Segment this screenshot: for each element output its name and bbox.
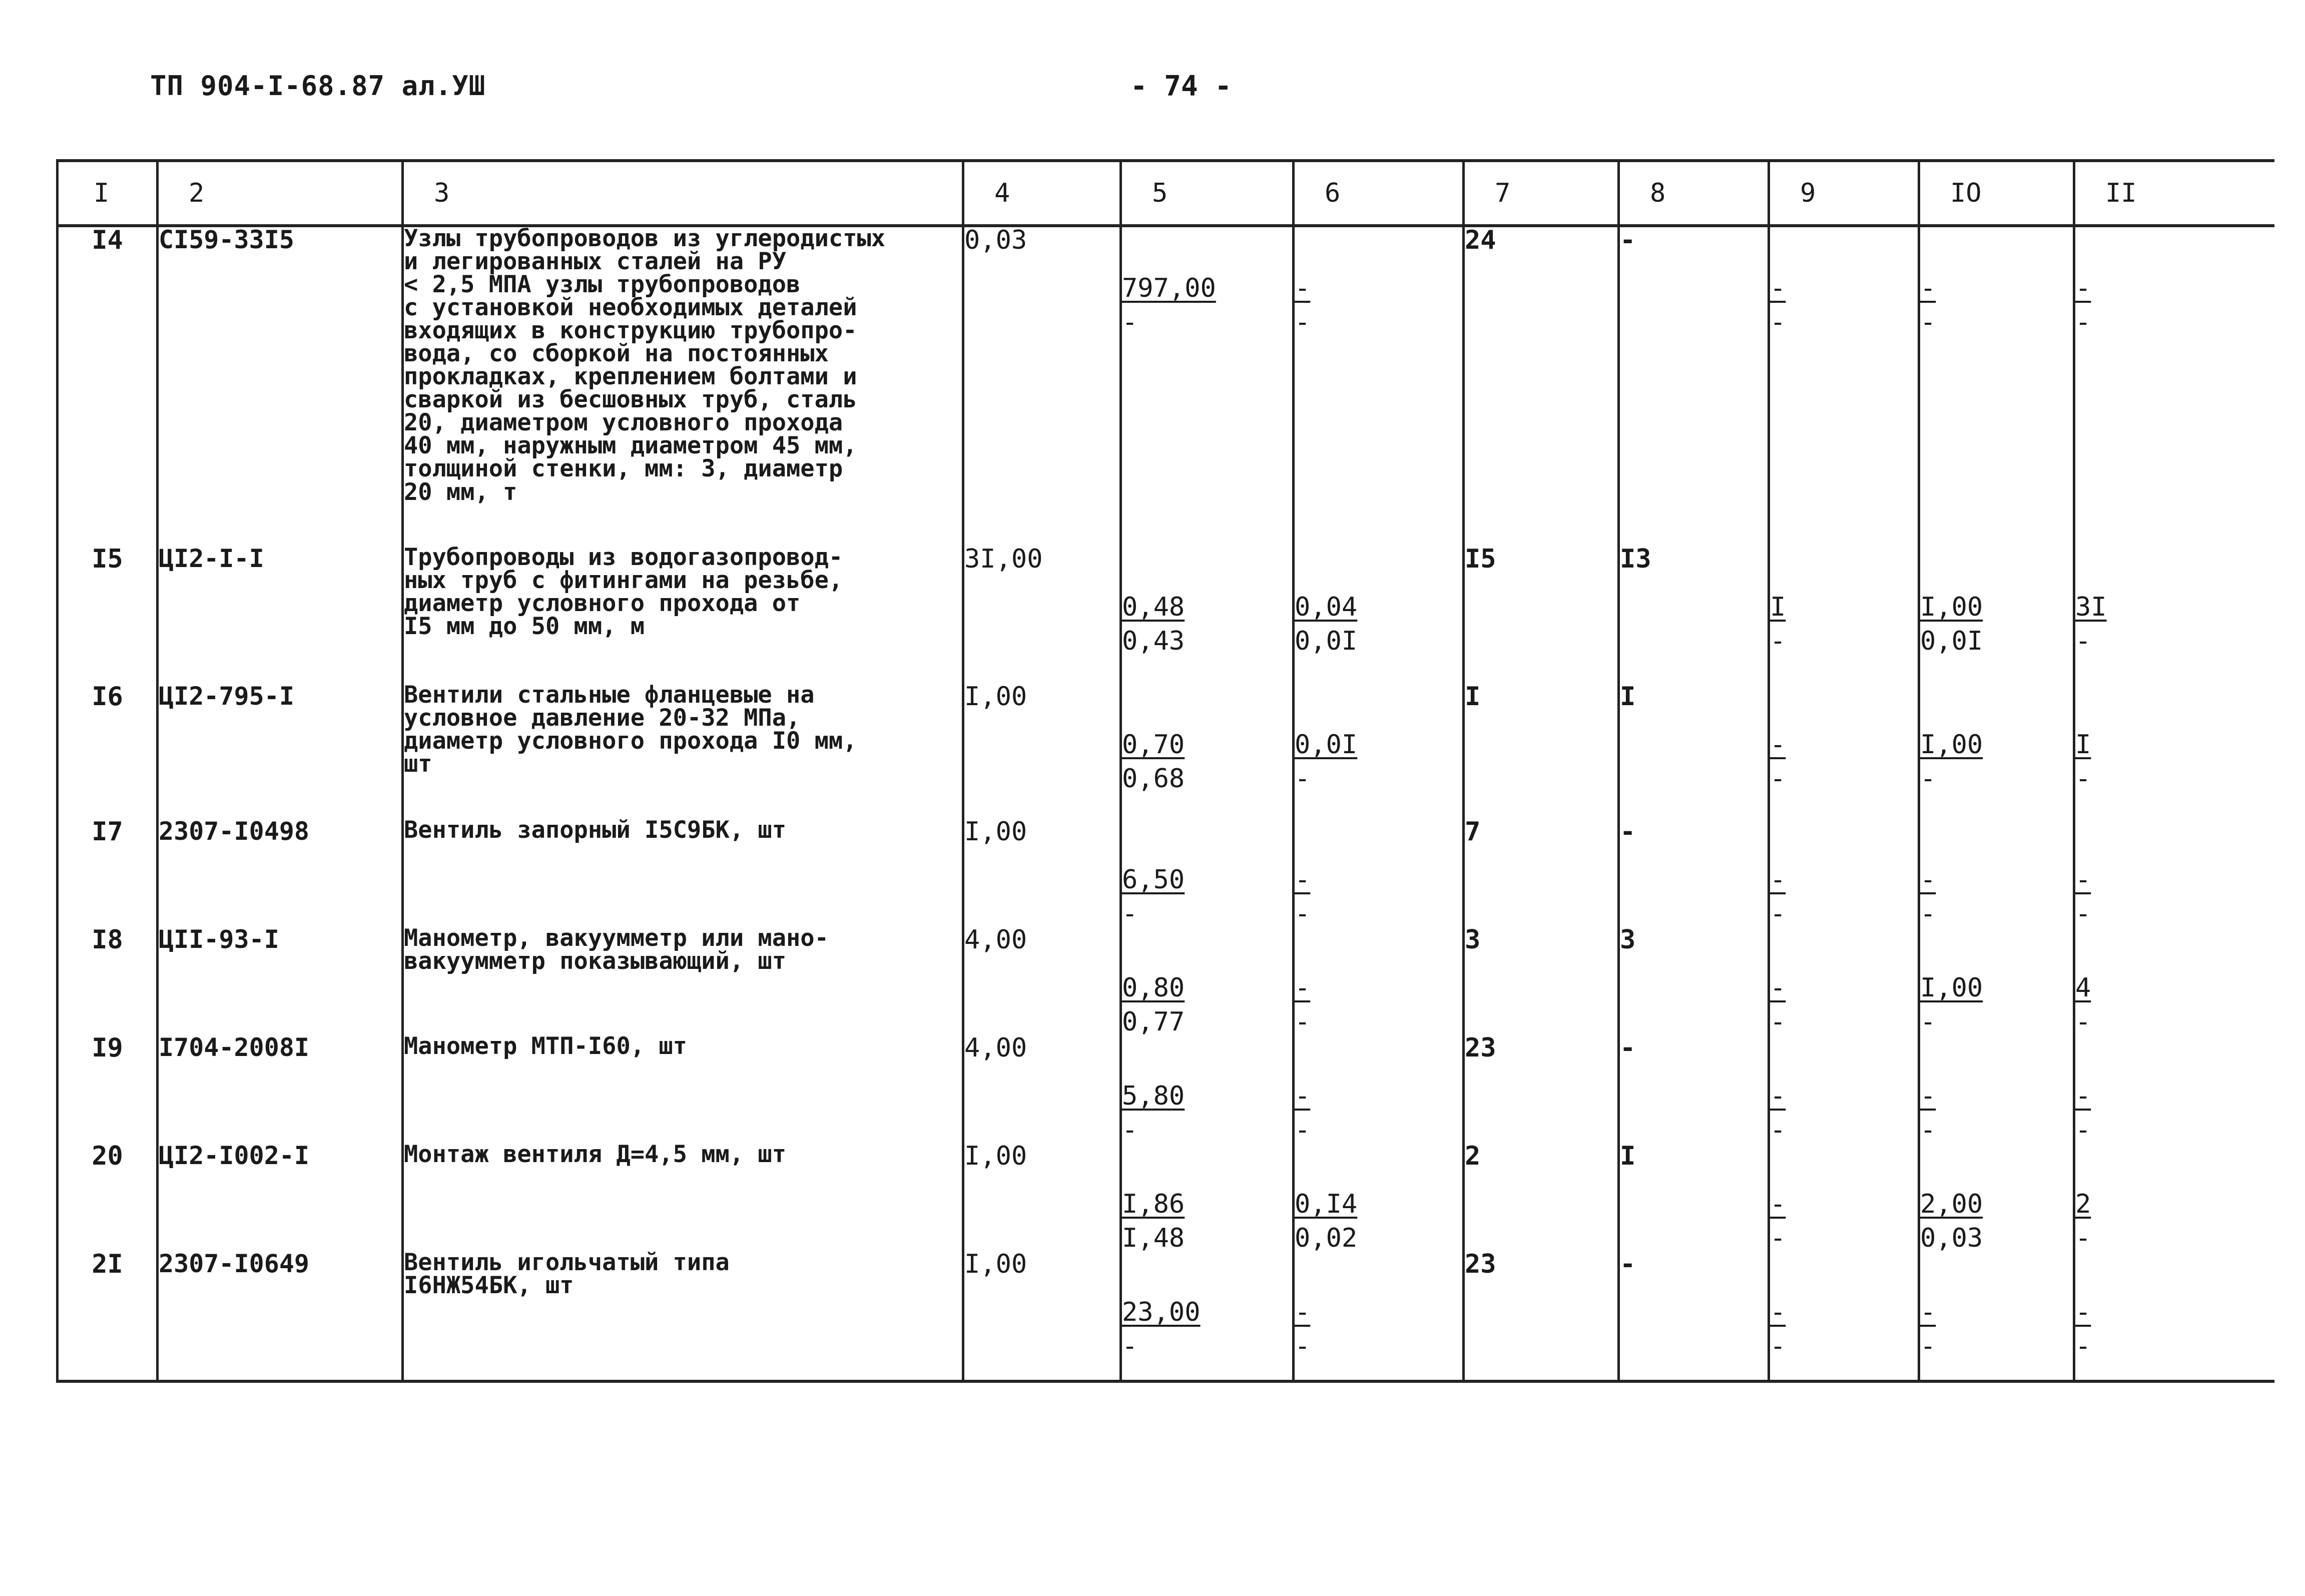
col10-value [1919, 226, 2074, 546]
col10-value-top: 2,00 [1920, 1189, 1983, 1219]
row-number: I7 [58, 819, 158, 927]
col7-value: 3 [1464, 927, 1619, 1035]
col6-value-top: 0,0I [1295, 730, 1358, 760]
col6-value [1294, 684, 1464, 819]
col11-value-top: - [2075, 273, 2091, 303]
col11-value-bottom: - [2075, 1331, 2091, 1361]
table-row [58, 684, 2274, 819]
page-number: - 74 - [1130, 70, 1232, 103]
col6-value-top: - [1295, 973, 1311, 1003]
resource-code: 2307-I0498 [158, 819, 403, 927]
col9-value-top: - [1770, 273, 1786, 303]
column-header-7: 7 [1464, 161, 1619, 226]
column-header-6: 6 [1294, 161, 1464, 226]
column-header-10: IO [1919, 161, 2074, 226]
col11-value [2074, 927, 2274, 1035]
col11-value-bottom: - [2075, 626, 2091, 656]
row-number: I8 [58, 927, 158, 1035]
col10-value-bottom: 0,0I [1920, 626, 1983, 656]
col9-value-bottom: - [1770, 1007, 1786, 1037]
col10-value-top: - [1920, 1081, 1936, 1111]
col11-value-top: - [2075, 865, 2091, 895]
col5-value-bottom: - [1122, 1331, 1138, 1361]
column-header-4: 4 [963, 161, 1121, 226]
quantity: 0,03 [963, 226, 1121, 546]
col8-value: I3 [1619, 546, 1769, 684]
column-header-9: 9 [1769, 161, 1919, 226]
col10-value-top: I,00 [1920, 730, 1983, 760]
column-header-5: 5 [1121, 161, 1294, 226]
table-row [58, 1143, 2274, 1251]
col5-value [1121, 927, 1294, 1035]
col9-value [1769, 1251, 1919, 1381]
col6-value [1294, 819, 1464, 927]
column-header-8: 8 [1619, 161, 1769, 226]
quantity: 4,00 [963, 927, 1121, 1035]
col5-value-bottom: - [1122, 307, 1138, 337]
col9-value-bottom: - [1770, 1331, 1786, 1361]
col6-value-bottom: - [1295, 307, 1311, 337]
col5-value [1121, 226, 1294, 546]
col11-value [2074, 1035, 2274, 1143]
work-description: Трубопроводы из водогазопровод- ных труб с фитингами на резьбе, диаметр условного прохода от I5 мм до 50 мм, м [403, 546, 963, 684]
table-row [58, 1251, 2274, 1381]
col11-value [2074, 1143, 2274, 1251]
col6-value-top: - [1295, 1081, 1311, 1111]
col11-value-bottom: - [2075, 764, 2091, 794]
col9-value [1769, 1035, 1919, 1143]
col6-value [1294, 226, 1464, 546]
col9-value-top: - [1770, 1081, 1786, 1111]
col10-value-bottom: - [1920, 1007, 1936, 1037]
col6-value-top: - [1295, 865, 1311, 895]
col9-value-top: - [1770, 1189, 1786, 1219]
col7-value: I [1464, 684, 1619, 819]
col6-value [1294, 927, 1464, 1035]
col8-value: - [1619, 819, 1769, 927]
col10-value-bottom: - [1920, 899, 1936, 929]
col10-value-bottom: - [1920, 1115, 1936, 1145]
resource-code: 2307-I0649 [158, 1251, 403, 1381]
col5-value-bottom: 0,68 [1122, 764, 1185, 794]
col9-value-bottom: - [1770, 764, 1786, 794]
col7-value: 23 [1464, 1035, 1619, 1143]
resource-code: I704-2008I [158, 1035, 403, 1143]
col5-value [1121, 684, 1294, 819]
col6-value [1294, 546, 1464, 684]
quantity: I,00 [963, 684, 1121, 819]
col11-value-top: - [2075, 1297, 2091, 1327]
col9-value [1769, 1143, 1919, 1251]
document-code: ТП 904-I-68.87 ал.УШ [150, 70, 486, 102]
row-number: I4 [58, 226, 158, 546]
quantity: 3I,00 [963, 546, 1121, 684]
work-description: Манометр, вакуумметр или мано- вакуумметр показывающий, шт [403, 927, 963, 1035]
col5-value-bottom: - [1122, 899, 1138, 929]
col9-value [1769, 684, 1919, 819]
col11-value-bottom: - [2075, 307, 2091, 337]
resource-code: ЦII-93-I [158, 927, 403, 1035]
col5-value-top: I,86 [1122, 1189, 1185, 1219]
column-header-1: I [58, 161, 158, 226]
work-description: Вентили стальные фланцевые на условное давление 20-32 МПа, диаметр условного прохода I0 мм, шт [403, 684, 963, 819]
quantity: I,00 [963, 819, 1121, 927]
col6-value-bottom: - [1295, 764, 1311, 794]
col11-value [2074, 819, 2274, 927]
col8-value: I [1619, 1143, 1769, 1251]
col11-value-top: I [2075, 730, 2091, 760]
col11-value-top: 3I [2075, 592, 2107, 622]
col10-value [1919, 819, 2074, 927]
table-row [58, 927, 2274, 1035]
col5-value-bottom: 0,77 [1122, 1007, 1185, 1037]
col10-value [1919, 1251, 2074, 1381]
col9-value-bottom: - [1770, 899, 1786, 929]
col9-value [1769, 927, 1919, 1035]
col11-value [2074, 684, 2274, 819]
col8-value: I [1619, 684, 1769, 819]
col9-value-top: - [1770, 730, 1786, 760]
col5-value [1121, 546, 1294, 684]
col6-value-bottom: 0,0I [1295, 626, 1358, 656]
col10-value-bottom: - [1920, 1331, 1936, 1361]
col7-value: 7 [1464, 819, 1619, 927]
col5-value-bottom: - [1122, 1115, 1138, 1145]
col9-value-bottom: - [1770, 626, 1786, 656]
col10-value [1919, 927, 2074, 1035]
column-header-2: 2 [158, 161, 403, 226]
work-description: Вентиль игольчатый типа I6НЖ54БК, шт [403, 1251, 963, 1381]
col8-value: 3 [1619, 927, 1769, 1035]
col11-value-bottom: - [2075, 899, 2091, 929]
col6-value-top: - [1295, 1297, 1311, 1327]
col10-value-bottom: 0,03 [1920, 1223, 1983, 1253]
col6-value-top: - [1295, 273, 1311, 303]
col6-value-top: 0,04 [1295, 592, 1358, 622]
col10-value-top: - [1920, 1297, 1936, 1327]
estimate-table [56, 159, 2274, 1383]
col11-value [2074, 546, 2274, 684]
col10-value [1919, 546, 2074, 684]
col5-value [1121, 1035, 1294, 1143]
col6-value-top: 0,I4 [1295, 1189, 1358, 1219]
col6-value-bottom: 0,02 [1295, 1223, 1358, 1253]
column-header-3: 3 [403, 161, 963, 226]
col11-value [2074, 1251, 2274, 1381]
col9-value-bottom: - [1770, 307, 1786, 337]
work-description: Вентиль запорный I5С9БК, шт [403, 819, 963, 927]
col6-value-bottom: - [1295, 1007, 1311, 1037]
table-header-row [58, 161, 2274, 226]
col5-value-top: 0,48 [1122, 592, 1185, 622]
col9-value [1769, 546, 1919, 684]
col8-value: - [1619, 1251, 1769, 1381]
col5-value-top: 5,80 [1122, 1081, 1185, 1111]
col10-value-bottom: - [1920, 307, 1936, 337]
work-description: Монтаж вентиля Д=4,5 мм, шт [403, 1143, 963, 1251]
col9-value [1769, 226, 1919, 546]
col6-value-bottom: - [1295, 899, 1311, 929]
col5-value-bottom: 0,43 [1122, 626, 1185, 656]
col8-value: - [1619, 226, 1769, 546]
col11-value-bottom: - [2075, 1223, 2091, 1253]
table-row [58, 819, 2274, 927]
col9-value-top: - [1770, 865, 1786, 895]
col10-value [1919, 1035, 2074, 1143]
col10-value [1919, 1143, 2074, 1251]
col5-value-top: 0,80 [1122, 973, 1185, 1003]
col10-value-top: - [1920, 865, 1936, 895]
col7-value: 2 [1464, 1143, 1619, 1251]
table-row [58, 226, 2274, 546]
col9-value-top: I [1770, 592, 1786, 622]
col5-value [1121, 1251, 1294, 1381]
col10-value [1919, 684, 2074, 819]
resource-code: ЦI2-I002-I [158, 1143, 403, 1251]
quantity: I,00 [963, 1143, 1121, 1251]
work-description: Узлы трубопроводов из углеродистых и легированных сталей на РУ < 2,5 МПА узлы трубопроводов с установкой необходимых деталей входящих в конструкцию трубопро- вода, со сборкой на постоянных прокладках, креплением болтами и сваркой из бесшовных труб, сталь 20, диаметром условного прохода 40 мм, наружным диаметром 45 мм, толщиной стенки, мм: 3, диаметр 20 мм, т [403, 226, 963, 546]
table-body [58, 226, 2274, 1381]
col7-value: I5 [1464, 546, 1619, 684]
col5-value-top: 6,50 [1122, 865, 1185, 895]
col6-value-bottom: - [1295, 1115, 1311, 1145]
col11-value-top: - [2075, 1081, 2091, 1111]
col10-value-top: I,00 [1920, 592, 1983, 622]
row-number: I9 [58, 1035, 158, 1143]
row-number: I5 [58, 546, 158, 684]
resource-code: CI59-33I5 [158, 226, 403, 546]
col5-value [1121, 1143, 1294, 1251]
quantity: I,00 [963, 1251, 1121, 1381]
col9-value [1769, 819, 1919, 927]
col8-value: - [1619, 1035, 1769, 1143]
col11-value-bottom: - [2075, 1115, 2091, 1145]
col5-value-top: 23,00 [1122, 1297, 1201, 1327]
row-number: 2I [58, 1251, 158, 1381]
table-row [58, 1035, 2274, 1143]
col6-value-bottom: - [1295, 1331, 1311, 1361]
col5-value-top: 0,70 [1122, 730, 1185, 760]
col11-value-top: 2 [2075, 1189, 2091, 1219]
col5-value-top: 797,00 [1122, 273, 1216, 303]
col11-value-top: 4 [2075, 973, 2091, 1003]
col5-value [1121, 819, 1294, 927]
col7-value: 24 [1464, 226, 1619, 546]
col9-value-top: - [1770, 973, 1786, 1003]
table-row [58, 546, 2274, 684]
row-number: I6 [58, 684, 158, 819]
quantity: 4,00 [963, 1035, 1121, 1143]
row-number: 20 [58, 1143, 158, 1251]
col6-value [1294, 1035, 1464, 1143]
resource-code: ЦI2-795-I [158, 684, 403, 819]
col10-value-top: I,00 [1920, 973, 1983, 1003]
col9-value-top: - [1770, 1297, 1786, 1327]
col7-value: 23 [1464, 1251, 1619, 1381]
col10-value-bottom: - [1920, 764, 1936, 794]
column-header-11: II [2074, 161, 2274, 226]
col5-value-bottom: I,48 [1122, 1223, 1185, 1253]
work-description: Манометр МТП-I60, шт [403, 1035, 963, 1143]
col6-value [1294, 1143, 1464, 1251]
col10-value-top: - [1920, 273, 1936, 303]
col9-value-bottom: - [1770, 1115, 1786, 1145]
col6-value [1294, 1251, 1464, 1381]
col11-value-bottom: - [2075, 1007, 2091, 1037]
resource-code: ЦI2-I-I [158, 546, 403, 684]
col9-value-bottom: - [1770, 1223, 1786, 1253]
col11-value [2074, 226, 2274, 546]
